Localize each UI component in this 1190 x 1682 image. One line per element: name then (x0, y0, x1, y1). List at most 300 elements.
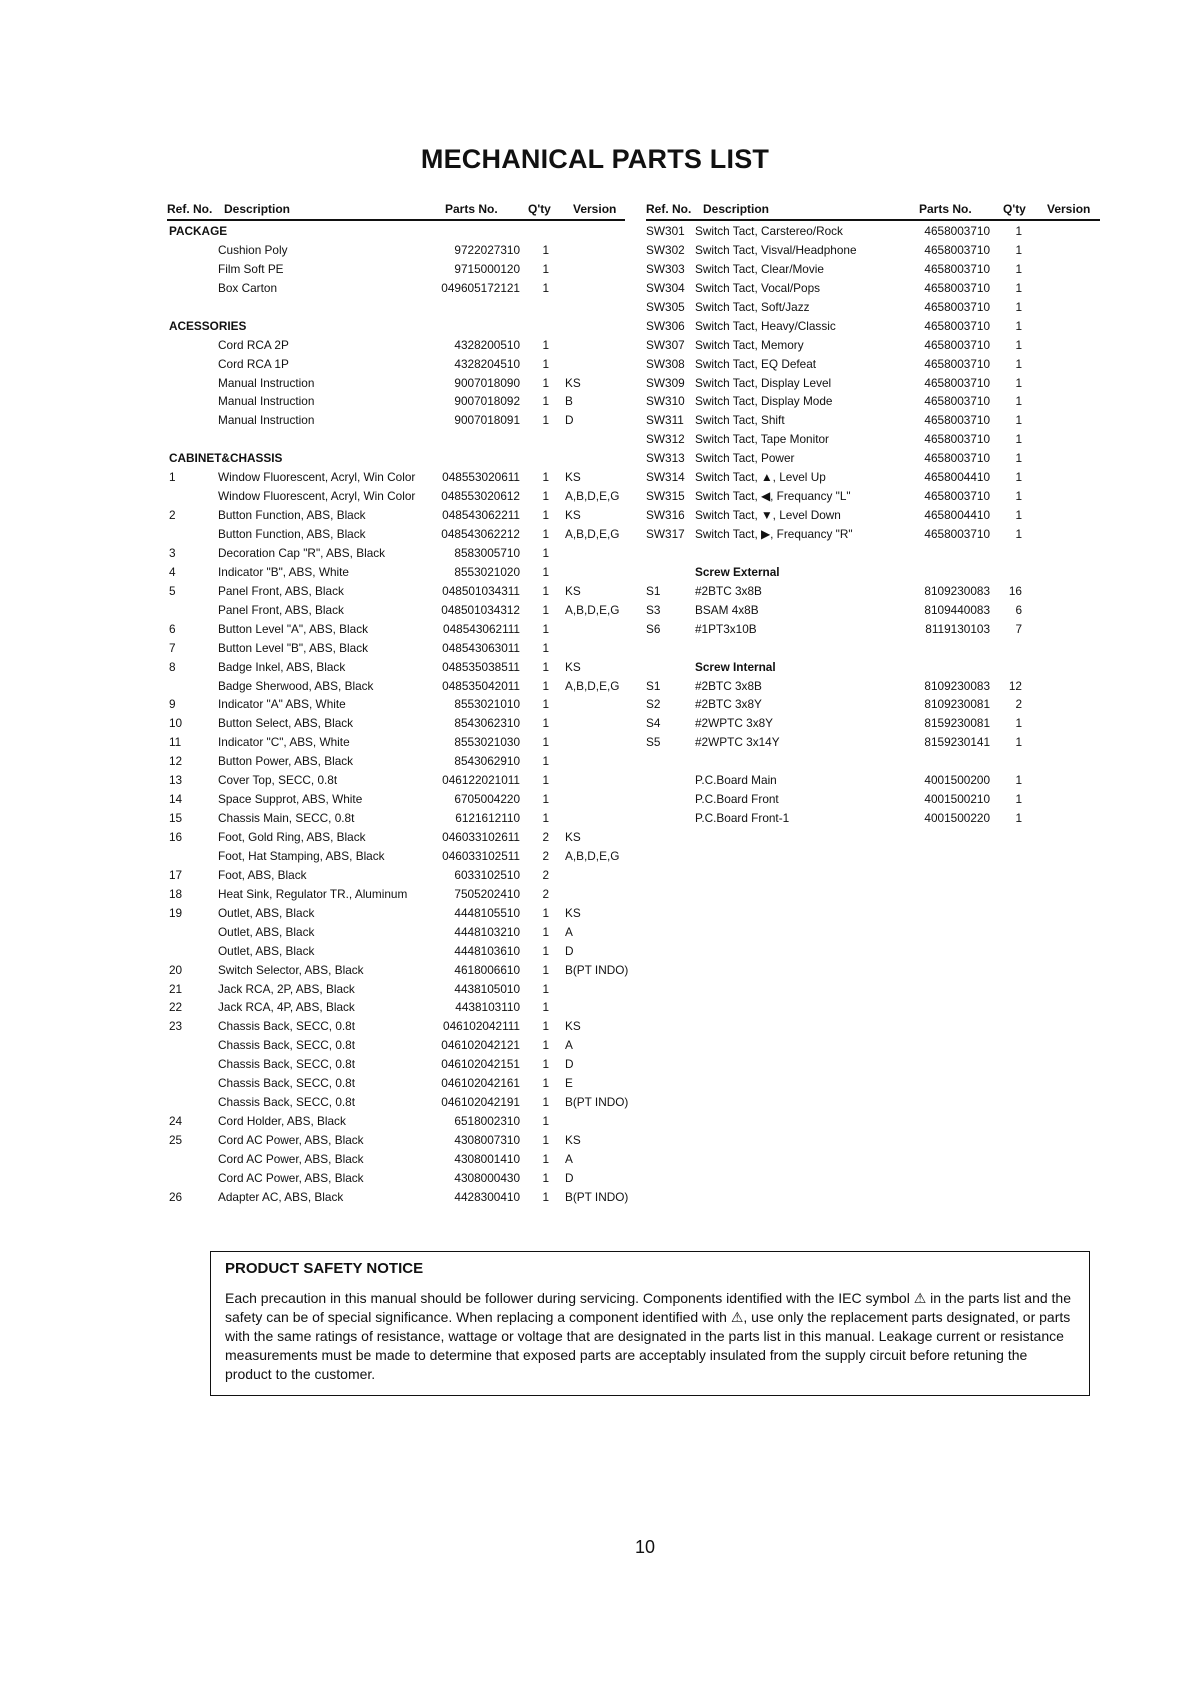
description-cell: Screw External (695, 564, 780, 579)
qty-cell: 1 (542, 1114, 549, 1129)
ref-cell: 10 (169, 716, 183, 731)
product-safety-notice (210, 1251, 1090, 1396)
description-cell: #2BTC 3x8B (695, 583, 762, 598)
parts-no-cell: 4448103210 (454, 924, 520, 939)
parts-no-cell: 4618006610 (454, 962, 520, 977)
parts-no-cell: 8109230083 (924, 678, 990, 693)
qty-cell: 1 (1015, 716, 1022, 731)
version-cell: KS (565, 583, 581, 598)
ref-cell: 5 (169, 583, 176, 598)
parts-no-cell: 8553021020 (454, 564, 520, 579)
description-cell: P.C.Board Main (695, 773, 777, 788)
ref-cell: 3 (169, 545, 176, 560)
qty-cell: 1 (542, 1170, 549, 1185)
version-cell: KS (565, 1019, 581, 1034)
description-cell: Cord Holder, ABS, Black (218, 1114, 346, 1129)
description-cell: Indicator "C", ABS, White (218, 735, 350, 750)
description-cell: #2WPTC 3x14Y (695, 735, 780, 750)
description-cell: Cord AC Power, ABS, Black (218, 1133, 364, 1147)
version-cell: A (565, 1038, 573, 1053)
ref-cell: 14 (169, 792, 183, 807)
version-cell: KS (565, 508, 581, 523)
parts-no-cell: 048501034311 (442, 583, 520, 598)
version-cell: A,B,D,E,G (565, 602, 620, 617)
description-cell: Panel Front, ABS, Black (218, 602, 344, 617)
parts-no-cell: 046102042191 (441, 1095, 520, 1110)
parts-no-cell: 048543062111 (443, 621, 520, 636)
ref-cell: 19 (169, 905, 183, 920)
parts-no-cell: 6705004220 (454, 792, 520, 807)
description-cell: Button Power, ABS, Black (218, 754, 354, 769)
description-cell: Box Carton (218, 280, 278, 295)
parts-no-cell: 4448103610 (454, 943, 520, 958)
parts-no-cell: 8583005710 (454, 545, 520, 560)
ref-cell: SW301 (646, 224, 685, 238)
qty-cell: 1 (1015, 527, 1022, 541)
parts-no-cell: 046102042161 (441, 1076, 520, 1091)
qty-cell: 1 (1015, 432, 1022, 447)
qty-cell: 1 (542, 394, 549, 409)
description-cell: BSAM 4x8B (695, 602, 759, 617)
description-cell: Switch Tact, EQ Defeat (695, 356, 817, 371)
ref-cell: ACESSORIES (169, 318, 247, 333)
description-cell: Button Level "B", ABS, Black (218, 640, 369, 655)
qty-cell: 1 (542, 602, 549, 617)
description-cell: Cord AC Power, ABS, Black (218, 1151, 364, 1166)
qty-cell: 1 (1015, 224, 1022, 238)
ref-cell: SW316 (646, 508, 685, 523)
parts-no-cell: 4658003710 (924, 337, 990, 352)
description-cell: Switch Tact, Tape Monitor (695, 432, 829, 447)
parts-no-cell: 4658003710 (924, 527, 990, 541)
version-cell: D (565, 943, 574, 958)
ref-cell: SW307 (646, 337, 685, 352)
description-cell: Jack RCA, 2P, ABS, Black (218, 981, 355, 996)
notice-body: Each precaution in this manual should be follower during servicing. Components identified with the IEC symbol ⚠ in the parts list and the safety can be of special significance. When replacing a component identified with ⚠, use only the replacement parts designated, or parts with the same ratings of resistance, wattage or voltage that are designated in the parts list in this manual. Leakage current or resistance measurements must be made to determine that exposed parts are acceptably insulated from the supply circuit before retuning the product to the customer. (225, 1290, 1072, 1382)
ref-cell: SW309 (646, 375, 685, 390)
qty-cell: 1 (542, 773, 549, 788)
right-header-ref: Ref. No. (646, 202, 692, 216)
description-cell: Foot, ABS, Black (218, 867, 307, 882)
parts-no-cell: 4328200510 (454, 337, 520, 352)
description-cell: Film Soft PE (218, 261, 284, 276)
description-cell: P.C.Board Front (695, 792, 779, 807)
qty-cell: 7 (1015, 621, 1022, 636)
description-cell: Switch Tact, Shift (695, 413, 785, 428)
ref-cell: 12 (169, 754, 183, 769)
parts-no-cell: 4658003710 (924, 451, 990, 466)
left-header-version: Version (573, 202, 617, 216)
version-cell: KS (565, 1133, 581, 1147)
parts-no-cell: 4308000430 (454, 1170, 520, 1185)
qty-cell: 1 (1015, 318, 1022, 333)
description-cell: Window Fluorescent, Acryl, Win Color (218, 470, 416, 485)
ref-cell: S5 (646, 735, 661, 750)
description-cell: Decoration Cap "R", ABS, Black (218, 545, 386, 560)
qty-cell: 1 (542, 470, 549, 485)
description-cell: Manual Instruction (218, 394, 315, 409)
parts-no-cell: 6121612110 (455, 811, 520, 826)
qty-cell: 1 (542, 375, 549, 390)
ref-cell: SW305 (646, 299, 685, 314)
description-cell: Heat Sink, Regulator TR., Aluminum (218, 886, 408, 901)
ref-cell: SW302 (646, 242, 685, 257)
qty-cell: 1 (542, 1133, 549, 1147)
qty-cell: 1 (542, 735, 549, 750)
ref-cell: SW314 (646, 470, 685, 485)
qty-cell: 1 (542, 659, 549, 674)
ref-cell: SW311 (646, 413, 684, 428)
parts-no-cell: 046102042151 (441, 1057, 520, 1072)
description-cell: Switch Tact, Vocal/Pops (695, 280, 821, 295)
ref-cell: S1 (646, 583, 661, 598)
description-cell: Chassis Back, SECC, 0.8t (218, 1057, 356, 1072)
qty-cell: 6 (1015, 602, 1022, 617)
qty-cell: 1 (542, 489, 549, 504)
version-cell: A,B,D,E,G (565, 489, 620, 504)
ref-cell: SW304 (646, 280, 685, 295)
parts-no-cell: 4428300410 (454, 1189, 520, 1204)
parts-no-cell: 046102042121 (441, 1038, 520, 1053)
qty-cell: 1 (542, 621, 549, 636)
left-header-parts-no: Parts No. (445, 202, 498, 216)
parts-no-cell: 048553020611 (442, 470, 520, 485)
version-cell: A (565, 924, 573, 939)
parts-no-cell: 046122021011 (442, 773, 520, 788)
description-cell: Switch Tact, Heavy/Classic (695, 318, 836, 333)
parts-no-cell: 4658003710 (924, 261, 990, 276)
qty-cell: 2 (542, 886, 549, 901)
description-cell: Cord AC Power, ABS, Black (218, 1170, 364, 1185)
ref-cell: S6 (646, 621, 661, 636)
ref-cell: 9 (169, 697, 176, 712)
qty-cell: 1 (1015, 299, 1022, 314)
parts-no-cell: 4001500220 (924, 811, 990, 826)
parts-no-cell: 8553021010 (454, 697, 520, 712)
page-title: MECHANICAL PARTS LIST (420, 144, 770, 174)
parts-no-cell: 4308001410 (454, 1151, 520, 1166)
parts-no-cell: 4658004410 (924, 508, 990, 523)
description-cell: Chassis Back, SECC, 0.8t (218, 1019, 356, 1034)
qty-cell: 1 (542, 905, 549, 920)
parts-no-cell: 4328204510 (454, 356, 520, 371)
right-header-qty: Q'ty (1003, 202, 1026, 216)
description-cell: Screw Internal (695, 659, 776, 674)
ref-cell: S2 (646, 697, 661, 712)
ref-cell: S1 (646, 678, 661, 693)
parts-no-cell: 046033102511 (442, 848, 520, 863)
ref-cell: 18 (169, 886, 183, 901)
parts-no-cell: 4001500210 (924, 792, 990, 807)
qty-cell: 1 (1015, 451, 1022, 466)
qty-cell: 1 (1015, 792, 1022, 807)
left-header-description: Description (224, 202, 291, 216)
description-cell: Button Function, ABS, Black (218, 527, 366, 541)
description-cell: Manual Instruction (218, 413, 315, 428)
parts-no-cell: 8109440083 (924, 602, 990, 617)
qty-cell: 1 (1015, 508, 1022, 523)
qty-cell: 1 (542, 678, 549, 693)
ref-cell: SW315 (646, 489, 685, 504)
parts-no-cell: 9715000120 (454, 261, 520, 276)
ref-cell: 7 (169, 640, 176, 655)
qty-cell: 1 (1015, 394, 1022, 409)
qty-cell: 1 (1015, 470, 1022, 485)
qty-cell: 1 (542, 508, 549, 523)
qty-cell: 1 (1015, 811, 1022, 826)
ref-cell: SW306 (646, 318, 685, 333)
description-cell: Cushion Poly (218, 242, 288, 257)
ref-cell: 23 (169, 1019, 183, 1034)
description-cell: Cover Top, SECC, 0.8t (218, 773, 338, 788)
qty-cell: 1 (1015, 773, 1022, 788)
qty-cell: 16 (1008, 583, 1022, 598)
description-cell: Chassis Back, SECC, 0.8t (218, 1038, 356, 1053)
description-cell: #2BTC 3x8B (695, 678, 762, 693)
description-cell: Switch Tact, Display Mode (695, 394, 833, 409)
ref-cell: SW317 (646, 527, 685, 541)
qty-cell: 1 (1015, 489, 1022, 504)
left-header-ref: Ref. No. (167, 202, 213, 216)
description-cell: Jack RCA, 4P, ABS, Black (218, 1000, 355, 1015)
parts-no-cell: 4658003710 (924, 242, 990, 257)
ref-cell: 17 (169, 867, 183, 882)
parts-no-cell: 8109230081 (924, 697, 990, 712)
description-cell: Switch Tact, ▼, Level Down (695, 508, 841, 523)
description-cell: Chassis Main, SECC, 0.8t (218, 811, 355, 826)
right-header-parts-no: Parts No. (919, 202, 972, 216)
ref-cell: 21 (169, 981, 183, 996)
description-cell: #1PT3x10B (695, 621, 757, 636)
description-cell: Outlet, ABS, Black (218, 943, 315, 958)
description-cell: Foot, Gold Ring, ABS, Black (218, 830, 366, 844)
description-cell: Button Function, ABS, Black (218, 508, 366, 523)
qty-cell: 1 (542, 1151, 549, 1166)
parts-no-cell: 4658003710 (924, 394, 990, 409)
qty-cell: 2 (1015, 697, 1022, 712)
qty-cell: 2 (542, 830, 549, 844)
parts-no-cell: 9007018091 (454, 413, 520, 428)
parts-no-cell: 6518002310 (454, 1114, 520, 1129)
description-cell: Outlet, ABS, Black (218, 905, 315, 920)
right-header-description: Description (703, 202, 770, 216)
version-cell: E (565, 1076, 573, 1091)
description-cell: Foot, Hat Stamping, ABS, Black (218, 848, 385, 863)
qty-cell: 1 (542, 924, 549, 939)
parts-no-cell: 048543062212 (441, 527, 520, 541)
parts-no-cell: 8553021030 (454, 735, 520, 750)
qty-cell: 1 (542, 1076, 549, 1091)
qty-cell: 1 (542, 792, 549, 807)
version-cell: B(PT INDO) (565, 1095, 629, 1110)
description-cell: Button Select, ABS, Black (218, 716, 354, 731)
parts-no-cell: 4658003710 (924, 280, 990, 295)
description-cell: Outlet, ABS, Black (218, 924, 315, 939)
qty-cell: 1 (542, 242, 549, 257)
qty-cell: 1 (542, 261, 549, 276)
ref-cell: SW310 (646, 394, 685, 409)
qty-cell: 1 (542, 1019, 549, 1034)
parts-no-cell: 046033102611 (442, 830, 520, 844)
qty-cell: 2 (542, 848, 549, 863)
parts-no-cell: 4658003710 (924, 413, 990, 428)
description-cell: Switch Tact, Soft/Jazz (695, 299, 810, 314)
ref-cell: 16 (169, 830, 183, 844)
qty-cell: 1 (542, 981, 549, 996)
parts-no-cell: 8159230081 (924, 716, 990, 731)
description-cell: Window Fluorescent, Acryl, Win Color (218, 489, 416, 504)
qty-cell: 1 (542, 754, 549, 769)
parts-no-cell: 4308007310 (454, 1133, 520, 1147)
description-cell: Switch Tact, Display Level (695, 375, 832, 390)
ref-cell: SW303 (646, 261, 685, 276)
qty-cell: 1 (542, 962, 549, 977)
description-cell: Cord RCA 2P (218, 337, 289, 352)
parts-no-cell: 048501034312 (441, 602, 520, 617)
left-header-qty: Q'ty (528, 202, 551, 216)
ref-cell: 22 (169, 1000, 183, 1015)
parts-no-cell: 4658003710 (924, 356, 990, 371)
ref-cell: 13 (169, 773, 183, 788)
qty-cell: 1 (542, 280, 549, 295)
version-cell: B (565, 394, 573, 409)
qty-cell: 1 (542, 1095, 549, 1110)
version-cell: KS (565, 659, 581, 674)
parts-no-cell: 9722027310 (454, 242, 520, 257)
qty-cell: 1 (1015, 280, 1022, 295)
parts-no-cell: 4658003710 (924, 318, 990, 333)
parts-no-cell: 9007018090 (454, 375, 520, 390)
parts-no-cell: 048553020612 (441, 489, 520, 504)
ref-cell: PACKAGE (169, 224, 228, 238)
right-header-rule (646, 219, 1100, 221)
qty-cell: 1 (1015, 356, 1022, 371)
parts-no-cell: 8543062310 (454, 716, 520, 731)
page-number: 10 (634, 1537, 656, 1557)
description-cell: Switch Tact, Power (695, 451, 795, 466)
qty-cell: 1 (1015, 413, 1022, 428)
qty-cell: 1 (1015, 375, 1022, 390)
description-cell: P.C.Board Front-1 (695, 811, 790, 826)
description-cell: Indicator "A" ABS, White (218, 697, 346, 712)
parts-no-cell: 4658004410 (924, 470, 990, 485)
ref-cell: SW312 (646, 432, 685, 447)
parts-no-cell: 8109230083 (924, 583, 990, 598)
ref-cell: S4 (646, 716, 661, 731)
ref-cell: 6 (169, 621, 176, 636)
description-cell: Chassis Back, SECC, 0.8t (218, 1076, 356, 1091)
parts-no-cell: 4658003710 (924, 432, 990, 447)
qty-cell: 1 (542, 356, 549, 371)
qty-cell: 1 (542, 811, 549, 826)
parts-no-cell: 4438105010 (454, 981, 520, 996)
parts-no-cell: 4658003710 (924, 375, 990, 390)
description-cell: Switch Tact, Memory (695, 337, 804, 352)
ref-cell: 8 (169, 659, 176, 674)
description-cell: Adapter AC, ABS, Black (218, 1189, 344, 1204)
ref-cell: 2 (169, 508, 176, 523)
description-cell: Indicator "B", ABS, White (218, 564, 349, 579)
version-cell: A,B,D,E,G (565, 527, 620, 541)
qty-cell: 1 (542, 640, 549, 655)
parts-no-cell: 9007018092 (454, 394, 520, 409)
description-cell: Switch Tact, ◀, Frequancy "L" (695, 489, 851, 504)
description-cell: Cord RCA 1P (218, 356, 289, 371)
description-cell: #2BTC 3x8Y (695, 697, 762, 712)
ref-cell: 25 (169, 1133, 183, 1147)
qty-cell: 1 (542, 527, 549, 541)
ref-cell: 4 (169, 564, 176, 579)
description-cell: Panel Front, ABS, Black (218, 583, 344, 598)
version-cell: A,B,D,E,G (565, 678, 620, 693)
version-cell: KS (565, 830, 581, 844)
version-cell: B(PT INDO) (565, 962, 629, 977)
qty-cell: 1 (542, 564, 549, 579)
parts-no-cell: 4658003710 (924, 489, 990, 504)
ref-cell: 24 (169, 1114, 183, 1129)
description-cell: Switch Tact, Visval/Headphone (695, 242, 857, 257)
parts-no-cell: 8159230141 (924, 735, 990, 750)
version-cell: D (565, 1057, 574, 1072)
description-cell: Switch Tact, Carstereo/Rock (695, 224, 843, 238)
parts-no-cell: 7505202410 (454, 886, 520, 901)
qty-cell: 1 (542, 697, 549, 712)
parts-no-cell: 8543062910 (454, 754, 520, 769)
parts-no-cell: 048535038511 (442, 659, 520, 674)
qty-cell: 1 (542, 1189, 549, 1204)
qty-cell: 1 (1015, 261, 1022, 276)
qty-cell: 1 (542, 716, 549, 731)
parts-no-cell: 048535042011 (442, 678, 520, 693)
qty-cell: 1 (1015, 337, 1022, 352)
qty-cell: 1 (542, 545, 549, 560)
parts-no-cell: 4658003710 (924, 224, 990, 238)
parts-no-cell: 8119130103 (925, 621, 990, 636)
description-cell: Chassis Back, SECC, 0.8t (218, 1095, 356, 1110)
parts-no-cell: 046102042111 (443, 1019, 520, 1034)
right-header-version: Version (1047, 202, 1091, 216)
parts-no-cell: 4658003710 (924, 299, 990, 314)
ref-cell: S3 (646, 602, 661, 617)
parts-no-cell: 4438103110 (455, 1000, 520, 1015)
description-cell: Switch Tact, ▲, Level Up (695, 470, 826, 485)
description-cell: Switch Tact, ▶, Frequancy "R" (695, 527, 853, 541)
qty-cell: 1 (1015, 735, 1022, 750)
left-header-rule (167, 219, 625, 221)
version-cell: B(PT INDO) (565, 1189, 629, 1204)
description-cell: Switch Selector, ABS, Black (218, 962, 364, 977)
version-cell: D (565, 1170, 574, 1185)
description-cell: Space Supprot, ABS, White (218, 792, 363, 807)
qty-cell: 2 (542, 867, 549, 882)
ref-cell: 26 (169, 1189, 183, 1204)
qty-cell: 1 (542, 413, 549, 428)
version-cell: KS (565, 470, 581, 485)
version-cell: D (565, 413, 574, 428)
ref-cell: CABINET&CHASSIS (169, 451, 283, 466)
description-cell: Switch Tact, Clear/Movie (695, 261, 824, 276)
qty-cell: 1 (542, 1057, 549, 1072)
qty-cell: 12 (1008, 678, 1022, 693)
qty-cell: 1 (542, 337, 549, 352)
notice-title: PRODUCT SAFETY NOTICE (225, 1260, 424, 1277)
description-cell: Badge Sherwood, ABS, Black (218, 678, 374, 693)
version-cell: A (565, 1151, 573, 1166)
ref-cell: 15 (169, 811, 183, 826)
description-cell: Button Level "A", ABS, Black (218, 621, 369, 636)
ref-cell: 1 (169, 470, 176, 485)
qty-cell: 1 (542, 1000, 549, 1015)
